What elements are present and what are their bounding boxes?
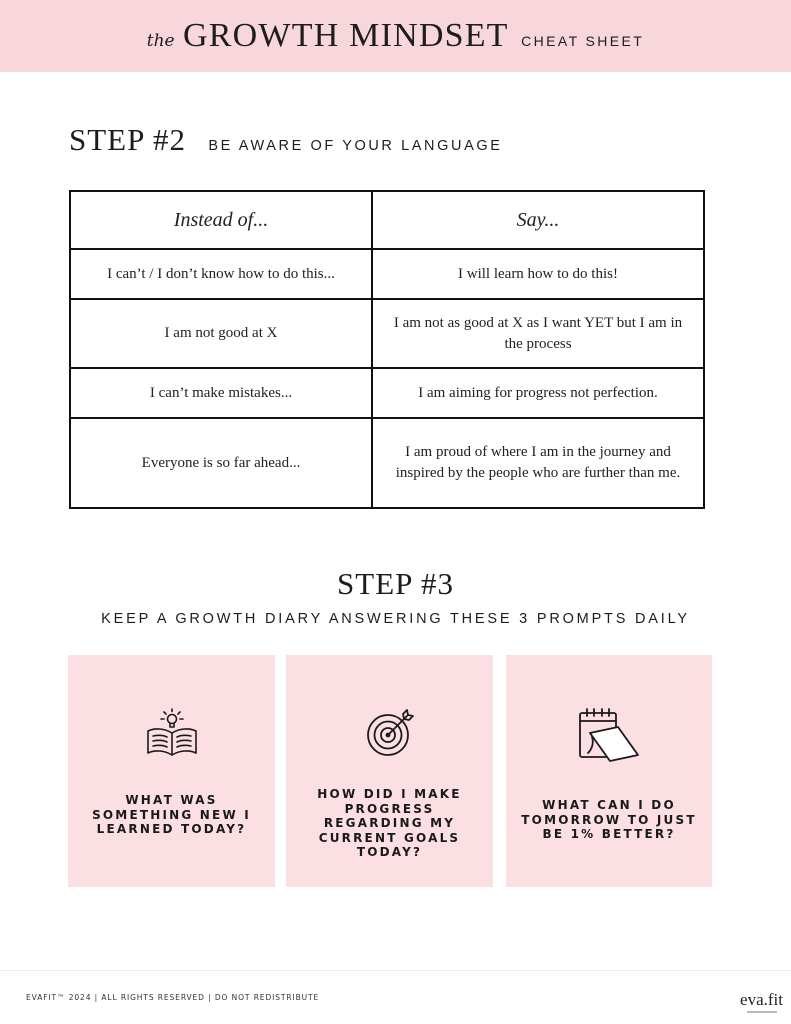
table-row <box>70 299 704 368</box>
instead-cell: I can’t make mistakes... <box>70 368 372 418</box>
say-cell: I am not as good at X as I want YET but I am in the process <box>372 299 704 368</box>
table-row <box>70 418 704 508</box>
table-header-row <box>70 191 704 249</box>
header-title: GROWTH MINDSET <box>183 17 509 54</box>
step2-heading <box>69 122 503 158</box>
column-header-instead: Instead of... <box>70 191 372 249</box>
say-cell: I will learn how to do this! <box>372 249 704 299</box>
table-row <box>70 368 704 418</box>
instead-cell: Everyone is so far ahead... <box>70 418 372 508</box>
instead-cell: I am not good at X <box>70 299 372 368</box>
page-header <box>0 0 791 72</box>
say-cell: I am aiming for progress not perfection. <box>372 368 704 418</box>
eva-fit-logo <box>740 990 783 1013</box>
calendar-icon <box>576 707 642 763</box>
prompt-card-progress <box>286 655 493 887</box>
footer-divider <box>0 970 791 971</box>
step2-number: STEP #2 <box>69 122 186 157</box>
logo-text: eva.fit <box>740 990 783 1009</box>
table-row <box>70 249 704 299</box>
instead-cell: I can’t / I don’t know how to do this... <box>70 249 372 299</box>
step3-title: STEP #3 <box>337 566 454 601</box>
target-arrow-icon <box>364 707 416 759</box>
header-the: the <box>146 31 175 51</box>
prompt-text: HOW DID I MAKE PROGRESS REGARDING MY CURRENT GOALS TODAY? <box>317 787 462 859</box>
prompt-card-tomorrow <box>506 655 712 887</box>
book-lightbulb-icon <box>144 707 200 759</box>
language-table <box>69 190 705 509</box>
prompt-card-learned <box>68 655 275 887</box>
header-subtitle: CHEAT SHEET <box>521 33 645 49</box>
logo-underline <box>747 1011 777 1013</box>
column-header-say: Say... <box>372 191 704 249</box>
prompt-text: WHAT WAS SOMETHING NEW I LEARNED TODAY? <box>92 793 251 836</box>
footer-copyright: EVAFIT™ 2024 | ALL RIGHTS RESERVED | DO NOT REDISTRIBUTE <box>26 993 320 1002</box>
step2-label: BE AWARE OF YOUR LANGUAGE <box>208 138 503 154</box>
header-title-line <box>0 14 791 64</box>
step3-subtitle: KEEP A GROWTH DIARY ANSWERING THESE 3 PROMPTS DAILY <box>101 611 690 627</box>
say-cell: I am proud of where I am in the journey and inspired by the people who are further than me. <box>372 418 704 508</box>
prompt-text: WHAT CAN I DO TOMORROW TO JUST BE 1% BETTER? <box>521 798 697 841</box>
